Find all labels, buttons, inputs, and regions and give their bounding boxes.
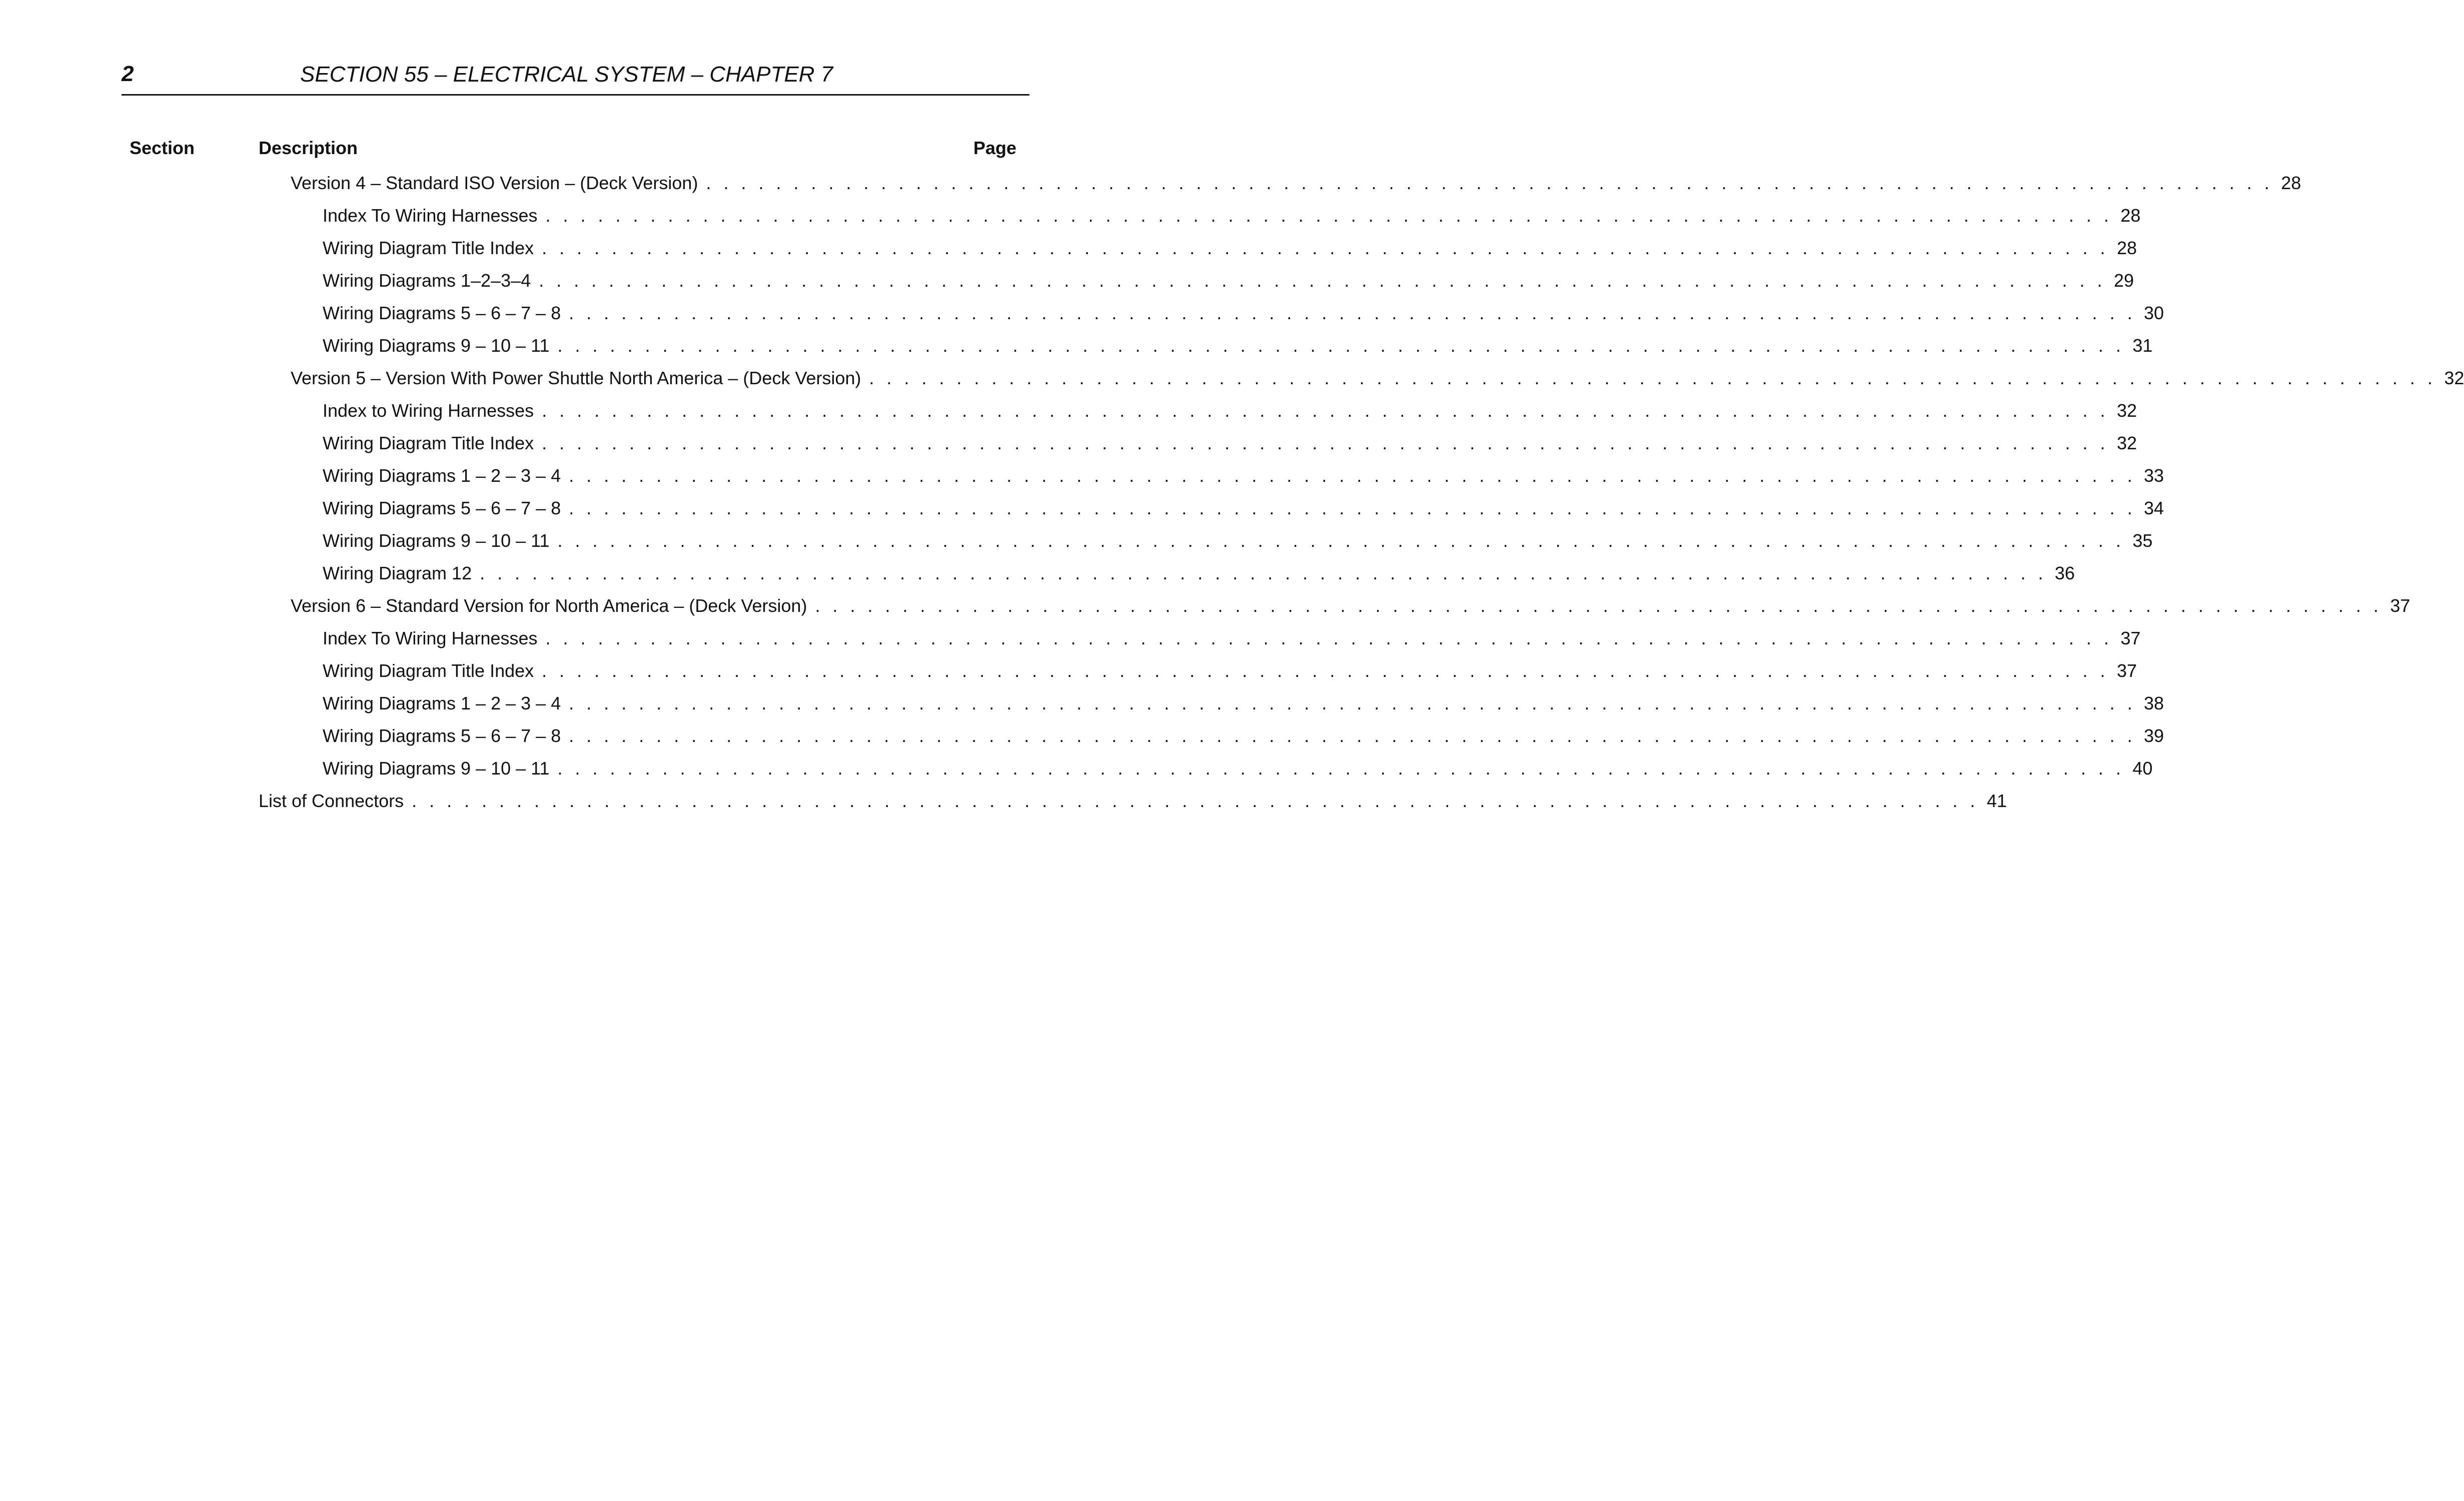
toc-entry-label: Wiring Diagrams 5 – 6 – 7 – 8	[323, 725, 561, 746]
toc-entry[interactable]	[323, 692, 2164, 714]
dot-leader: . . . . . . . . . . . . . . . . . . . . . . . . . . . . . . . . . . . . . . . . . . . . . . . . . . . . . . . . . . . . . . . . . . . . . . . . . . . . . . . . . . . . . . . . . .	[480, 563, 2047, 583]
toc-entry[interactable]	[323, 400, 2137, 422]
toc-entry-page: 32	[2117, 400, 2137, 421]
toc-entry-page: 37	[2120, 628, 2141, 648]
dot-leader: . . . . . . . . . . . . . . . . . . . . . . . . . . . . . . . . . . . . . . . . . . . . . . . . . . . . . . . . . . . . . . . . . . . . . . . . . . . . . . . . . . . . . . . . . .	[569, 725, 2136, 746]
page-number: 2	[122, 62, 134, 86]
dot-leader: . . . . . . . . . . . . . . . . . . . . . . . . . . . . . . . . . . . . . . . . . . . . . . . . . . . . . . . . . . . . . . . . . . . . . . . . . . . . . . . . . . . . . . . . . .	[569, 693, 2136, 713]
toc-entry-page: 34	[2144, 498, 2164, 518]
toc-entry-label: Wiring Diagrams 5 – 6 – 7 – 8	[323, 303, 561, 323]
toc-entry-label: Version 4 – Standard ISO Version – (Deck Version)	[291, 173, 698, 193]
toc-entry-label: Version 6 – Standard Version for North America – (Deck Version)	[291, 595, 807, 616]
toc-entry-label: Wiring Diagrams 9 – 10 – 11	[323, 335, 550, 356]
dot-leader: . . . . . . . . . . . . . . . . . . . . . . . . . . . . . . . . . . . . . . . . . . . . . . . . . . . . . . . . . . . . . . . . . . . . . . . . . . . . . . . . . . . . . . . . . .	[557, 335, 2125, 356]
toc-entry[interactable]	[323, 725, 2164, 747]
toc-entry-page: 40	[2132, 758, 2153, 779]
dot-leader: . . . . . . . . . . . . . . . . . . . . . . . . . . . . . . . . . . . . . . . . . . . . . . . . . . . . . . . . . . . . . . . . . . . . . . . . . . . . . . . . . . . . . . . . . .	[542, 660, 2109, 681]
dot-leader: . . . . . . . . . . . . . . . . . . . . . . . . . . . . . . . . . . . . . . . . . . . . . . . . . . . . . . . . . . . . . . . . . . . . . . . . . . . . . . . . . . . . . . . . . .	[542, 400, 2109, 421]
toc-entry[interactable]	[323, 205, 2141, 227]
dot-leader: . . . . . . . . . . . . . . . . . . . . . . . . . . . . . . . . . . . . . . . . . . . . . . . . . . . . . . . . . . . . . . . . . . . . . . . . . . . . . . . . . . . . . . . . . .	[542, 238, 2109, 258]
dot-leader: . . . . . . . . . . . . . . . . . . . . . . . . . . . . . . . . . . . . . . . . . . . . . . . . . . . . . . . . . . . . . . . . . . . . . . . . . . . . . . . . . . . . . . . . . .	[545, 628, 2113, 648]
toc-entry[interactable]	[323, 237, 2137, 259]
toc-entry[interactable]	[323, 270, 2134, 292]
dot-leader: . . . . . . . . . . . . . . . . . . . . . . . . . . . . . . . . . . . . . . . . . . . . . . . . . . . . . . . . . . . . . . . . . . . . . . . . . . . . . . . . . . . . . . . . . .	[557, 758, 2125, 779]
toc-entry-page: 29	[2114, 270, 2134, 291]
toc-entry-page: 37	[2390, 595, 2410, 616]
toc-entry[interactable]	[323, 758, 2153, 780]
running-head-title: SECTION 55 – ELECTRICAL SYSTEM – CHAPTER 7	[300, 62, 833, 87]
dot-leader: . . . . . . . . . . . . . . . . . . . . . . . . . . . . . . . . . . . . . . . . . . . . . . . . . . . . . . . . . . . . . . . . . . . . . . . . . . . . . . . . . . . . . . . . . .	[569, 303, 2136, 323]
toc-entry-page: 37	[2116, 660, 2137, 681]
toc-entry[interactable]	[323, 432, 2137, 454]
toc-entry-page: 32	[2116, 433, 2137, 453]
toc-entry-label: Wiring Diagram 12	[323, 563, 472, 583]
toc-entry-label: Wiring Diagrams 1 – 2 – 3 – 4	[323, 693, 561, 713]
toc-entry[interactable]	[291, 595, 2410, 617]
toc-entry-label: Index To Wiring Harnesses	[323, 205, 538, 226]
toc-entry[interactable]	[323, 302, 2164, 324]
dot-leader: . . . . . . . . . . . . . . . . . . . . . . . . . . . . . . . . . . . . . . . . . . . . . . . . . . . . . . . . . . . . . . . . . . . . . . . . . . . . . . . . . . . . . . . . . .	[539, 270, 2106, 291]
dot-leader: . . . . . . . . . . . . . . . . . . . . . . . . . . . . . . . . . . . . . . . . . . . . . . . . . . . . . . . . . . . . . . . . . . . . . . . . . . . . . . . . . . . . . . . . . .	[869, 368, 2436, 388]
toc-entry-label: Wiring Diagram Title Index	[323, 660, 534, 681]
toc-entry-label: List of Connectors	[259, 791, 404, 811]
toc-entry-label: Wiring Diagram Title Index	[323, 238, 534, 258]
dot-leader: . . . . . . . . . . . . . . . . . . . . . . . . . . . . . . . . . . . . . . . . . . . . . . . . . . . . . . . . . . . . . . . . . . . . . . . . . . . . . . . . . . . . . . . . . .	[542, 433, 2109, 453]
header-rule	[122, 94, 1029, 96]
toc-entry[interactable]	[323, 465, 2164, 487]
toc-entry-page: 28	[2120, 205, 2141, 226]
toc-entry[interactable]	[323, 627, 2141, 649]
toc-entry-page: 36	[2054, 563, 2075, 583]
toc-entry[interactable]	[323, 497, 2164, 519]
toc-entry-label: Index to Wiring Harnesses	[323, 400, 534, 421]
toc-entry-label: Wiring Diagrams 5 – 6 – 7 – 8	[323, 498, 561, 518]
dot-leader: . . . . . . . . . . . . . . . . . . . . . . . . . . . . . . . . . . . . . . . . . . . . . . . . . . . . . . . . . . . . . . . . . . . . . . . . . . . . . . . . . . . . . . . . . .	[815, 595, 2382, 616]
toc-entry-page: 32	[2444, 368, 2464, 388]
toc-entry-page: 33	[2144, 465, 2164, 486]
dot-leader: . . . . . . . . . . . . . . . . . . . . . . . . . . . . . . . . . . . . . . . . . . . . . . . . . . . . . . . . . . . . . . . . . . . . . . . . . . . . . . . . . . . . . . . . . .	[569, 498, 2136, 518]
toc-entry-page: 28	[2116, 238, 2137, 258]
toc-entry[interactable]	[323, 335, 2153, 357]
toc-entry-label: Wiring Diagrams 9 – 10 – 11	[323, 758, 550, 779]
toc-entry[interactable]	[259, 790, 2007, 812]
toc-entry-page: 31	[2132, 335, 2153, 356]
toc-entry-page: 35	[2132, 530, 2153, 551]
section-column-header: Section	[130, 138, 195, 158]
toc-entry[interactable]	[323, 530, 2153, 552]
dot-leader: . . . . . . . . . . . . . . . . . . . . . . . . . . . . . . . . . . . . . . . . . . . . . . . . . . . . . . . . . . . . . . . . . . . . . . . . . . . . . . . . . . . . . . . . . .	[545, 205, 2113, 226]
toc-entry-page: 38	[2144, 693, 2164, 713]
toc-entry-page: 30	[2144, 303, 2164, 323]
description-column-header: Description	[259, 138, 358, 158]
dot-leader: . . . . . . . . . . . . . . . . . . . . . . . . . . . . . . . . . . . . . . . . . . . . . . . . . . . . . . . . . . . . . . . . . . . . . . . . . . . . . . . . . . . . . . . . . .	[412, 791, 1979, 811]
toc-entry-label: Wiring Diagrams 1 – 2 – 3 – 4	[323, 465, 561, 486]
page-column-header: Page	[973, 138, 1016, 158]
dot-leader: . . . . . . . . . . . . . . . . . . . . . . . . . . . . . . . . . . . . . . . . . . . . . . . . . . . . . . . . . . . . . . . . . . . . . . . . . . . . . . . . . . . . . . . . . .	[557, 530, 2125, 551]
toc-entry-page: 41	[1986, 791, 2007, 811]
toc-entry-label: Wiring Diagrams 9 – 10 – 11	[323, 530, 550, 551]
toc-entry[interactable]	[291, 367, 2464, 389]
dot-leader: . . . . . . . . . . . . . . . . . . . . . . . . . . . . . . . . . . . . . . . . . . . . . . . . . . . . . . . . . . . . . . . . . . . . . . . . . . . . . . . . . . . . . . . . . .	[569, 465, 2136, 486]
toc-entry-label: Version 5 – Version With Power Shuttle North America – (Deck Version)	[291, 368, 861, 388]
toc-entry[interactable]	[291, 172, 2301, 194]
toc-entry-label: Wiring Diagrams 1–2–3–4	[323, 270, 531, 291]
toc-entry[interactable]	[323, 660, 2137, 682]
toc-entry[interactable]	[323, 562, 2075, 584]
dot-leader: . . . . . . . . . . . . . . . . . . . . . . . . . . . . . . . . . . . . . . . . . . . . . . . . . . . . . . . . . . . . . . . . . . . . . . . . . . . . . . . . . . . . . . . . . .	[706, 173, 2273, 193]
toc-entry-label: Wiring Diagram Title Index	[323, 433, 534, 453]
toc-entry-page: 39	[2144, 725, 2164, 746]
toc-entry-label: Index To Wiring Harnesses	[323, 628, 538, 648]
toc-entry-page: 28	[2281, 173, 2301, 193]
